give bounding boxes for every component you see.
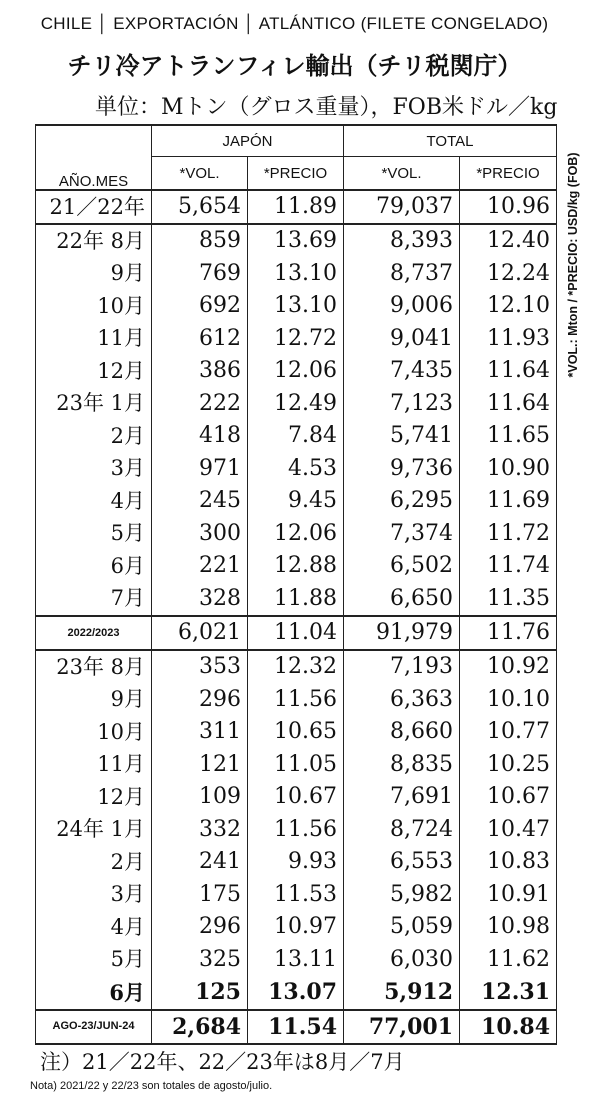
- tot-precio-cell: 11.74: [460, 550, 557, 583]
- row-label: 22年 8月: [36, 224, 152, 258]
- jp-vol-cell: 386: [152, 355, 248, 388]
- table-row: [36, 846, 557, 879]
- export-table: [35, 124, 557, 1045]
- table-row: [36, 944, 557, 977]
- jp-vol-cell: 332: [152, 814, 248, 847]
- table-row: [36, 388, 557, 421]
- title-spanish: CHILE │ EXPORTACIÓN │ ATLÁNTICO (FILETE CONGELADO): [40, 14, 549, 33]
- tot-precio-cell: 10.47: [460, 814, 557, 847]
- jp-precio-cell: 10.65: [248, 716, 344, 749]
- jp-precio-cell: 13.69: [248, 224, 344, 258]
- note-spanish: Nota) 2021/22 y 22/23 son totales de agosto/julio.: [30, 1080, 273, 1092]
- table-row: [36, 684, 557, 717]
- jp-vol-cell: 245: [152, 485, 248, 518]
- row-label: 2月: [36, 846, 152, 879]
- row-label: AGO-23/JUN-24: [36, 1010, 152, 1044]
- table-row: [36, 911, 557, 944]
- tot-vol-cell: 6,363: [344, 684, 460, 717]
- table-row: [36, 976, 557, 1010]
- row-label: 21／22年: [36, 190, 152, 224]
- row-label: 3月: [36, 879, 152, 912]
- unit-label: 単位：Mトン（グロス重量），FOB米ドル／kg: [95, 95, 558, 120]
- row-label: 10月: [36, 290, 152, 323]
- jp-vol-cell: 971: [152, 453, 248, 486]
- jp-vol-cell: 859: [152, 224, 248, 258]
- jp-precio-cell: 13.10: [248, 290, 344, 323]
- jp-precio-cell: 4.53: [248, 453, 344, 486]
- tot-vol-cell: 6,502: [344, 550, 460, 583]
- tot-precio-cell: 10.84: [460, 1010, 557, 1044]
- jp-precio-cell: 12.32: [248, 650, 344, 684]
- row-label: 23年 8月: [36, 650, 152, 684]
- table-row: [36, 749, 557, 782]
- row-label: 5月: [36, 944, 152, 977]
- jp-vol-cell: 311: [152, 716, 248, 749]
- jp-precio-cell: 11.04: [248, 616, 344, 650]
- jp-vol-cell: 296: [152, 911, 248, 944]
- tot-precio-cell: 11.64: [460, 355, 557, 388]
- jp-vol-cell: 353: [152, 650, 248, 684]
- tot-precio-cell: 11.62: [460, 944, 557, 977]
- col-group-japon: JAPÓN: [152, 125, 344, 157]
- jp-vol-cell: 125: [152, 976, 248, 1010]
- jp-precio-cell: 10.67: [248, 781, 344, 814]
- jp-vol-cell: 6,021: [152, 616, 248, 650]
- table-row: [36, 453, 557, 486]
- table-row: [36, 224, 557, 258]
- side-note-text: *VOL.: Mton / *PRECIO: USD/kg (FOB): [566, 152, 580, 378]
- tot-precio-cell: 10.25: [460, 749, 557, 782]
- tot-precio-cell: 12.10: [460, 290, 557, 323]
- tot-vol-cell: 8,835: [344, 749, 460, 782]
- table-row: [36, 879, 557, 912]
- tot-precio-cell: 10.90: [460, 453, 557, 486]
- tot-vol-cell: 91,979: [344, 616, 460, 650]
- table-row: [36, 583, 557, 617]
- table-row: [36, 781, 557, 814]
- table-row: [36, 550, 557, 583]
- jp-vol-cell: 418: [152, 420, 248, 453]
- jp-vol-cell: 109: [152, 781, 248, 814]
- table-row: [36, 323, 557, 356]
- row-label: 9月: [36, 684, 152, 717]
- jp-precio-cell: 12.49: [248, 388, 344, 421]
- col-group-total: TOTAL: [344, 125, 557, 157]
- row-label: 9月: [36, 258, 152, 291]
- table-row: [36, 420, 557, 453]
- tot-precio-cell: 11.76: [460, 616, 557, 650]
- summary-row-2223: [36, 616, 557, 650]
- title-japanese: チリ冷アトランフィレ輸出（チリ税関庁）: [67, 52, 522, 80]
- row-label: 7月: [36, 583, 152, 617]
- jp-precio-cell: 10.97: [248, 911, 344, 944]
- jp-vol-cell: 121: [152, 749, 248, 782]
- row-label: 12月: [36, 781, 152, 814]
- tot-precio-cell: 11.72: [460, 518, 557, 551]
- jp-vol-cell: 175: [152, 879, 248, 912]
- row-label: 3月: [36, 453, 152, 486]
- tot-vol-cell: 7,435: [344, 355, 460, 388]
- jp-precio-cell: 11.56: [248, 814, 344, 847]
- summary-row-2122: [36, 190, 557, 224]
- row-label: 24年 1月: [36, 814, 152, 847]
- jp-precio-cell: 11.89: [248, 190, 344, 224]
- block-2022-2023: [36, 224, 557, 616]
- tot-precio-cell: 11.35: [460, 583, 557, 617]
- tot-precio-cell: 12.24: [460, 258, 557, 291]
- tot-vol-cell: 5,912: [344, 976, 460, 1010]
- tot-precio-cell: 10.83: [460, 846, 557, 879]
- col-ano-mes: AÑO.MES: [36, 125, 152, 190]
- jp-vol-cell: 221: [152, 550, 248, 583]
- tot-vol-cell: 7,374: [344, 518, 460, 551]
- jp-vol-cell: 612: [152, 323, 248, 356]
- tot-vol-cell: 6,553: [344, 846, 460, 879]
- row-label: 2月: [36, 420, 152, 453]
- row-label: 4月: [36, 911, 152, 944]
- table-row: [36, 355, 557, 388]
- jp-precio-cell: 11.88: [248, 583, 344, 617]
- tot-vol-cell: 7,193: [344, 650, 460, 684]
- header-row-groups: [36, 125, 557, 157]
- tot-precio-cell: 11.93: [460, 323, 557, 356]
- jp-precio-cell: 9.93: [248, 846, 344, 879]
- tot-vol-cell: 6,295: [344, 485, 460, 518]
- row-label: 6月: [36, 550, 152, 583]
- jp-vol-cell: 328: [152, 583, 248, 617]
- jp-precio-cell: 12.06: [248, 355, 344, 388]
- tot-vol-cell: 9,041: [344, 323, 460, 356]
- tot-vol-cell: 9,736: [344, 453, 460, 486]
- table-row: [36, 814, 557, 847]
- table-row: [36, 518, 557, 551]
- tot-precio-cell: 10.10: [460, 684, 557, 717]
- row-label: 10月: [36, 716, 152, 749]
- jp-precio-cell: 11.56: [248, 684, 344, 717]
- jp-precio-cell: 11.05: [248, 749, 344, 782]
- jp-vol-cell: 325: [152, 944, 248, 977]
- row-label: 5月: [36, 518, 152, 551]
- tot-vol-cell: 7,691: [344, 781, 460, 814]
- tot-precio-cell: 12.40: [460, 224, 557, 258]
- tot-vol-cell: 5,741: [344, 420, 460, 453]
- side-note: [557, 120, 589, 410]
- row-label: 11月: [36, 323, 152, 356]
- tot-precio-cell: 10.77: [460, 716, 557, 749]
- tot-vol-cell: 8,393: [344, 224, 460, 258]
- row-label: 4月: [36, 485, 152, 518]
- tot-vol-cell: 5,059: [344, 911, 460, 944]
- tot-precio-cell: 10.98: [460, 911, 557, 944]
- col-tot-vol: *VOL.: [344, 157, 460, 191]
- jp-vol-cell: 300: [152, 518, 248, 551]
- tot-vol-cell: 5,982: [344, 879, 460, 912]
- tot-precio-cell: 11.65: [460, 420, 557, 453]
- jp-vol-cell: 5,654: [152, 190, 248, 224]
- tot-vol-cell: 8,737: [344, 258, 460, 291]
- tot-vol-cell: 77,001: [344, 1010, 460, 1044]
- jp-precio-cell: 12.06: [248, 518, 344, 551]
- jp-precio-cell: 9.45: [248, 485, 344, 518]
- table-row: [36, 485, 557, 518]
- table-row: [36, 716, 557, 749]
- tot-vol-cell: 79,037: [344, 190, 460, 224]
- tot-precio-cell: 10.91: [460, 879, 557, 912]
- jp-vol-cell: 769: [152, 258, 248, 291]
- tot-vol-cell: 6,030: [344, 944, 460, 977]
- summary-row-current: [36, 1010, 557, 1044]
- jp-precio-cell: 11.53: [248, 879, 344, 912]
- jp-vol-cell: 241: [152, 846, 248, 879]
- tot-vol-cell: 9,006: [344, 290, 460, 323]
- col-jp-vol: *VOL.: [152, 157, 248, 191]
- table-row: [36, 258, 557, 291]
- row-label: 11月: [36, 749, 152, 782]
- tot-precio-cell: 10.96: [460, 190, 557, 224]
- jp-precio-cell: 11.54: [248, 1010, 344, 1044]
- tot-precio-cell: 11.69: [460, 485, 557, 518]
- tot-vol-cell: 6,650: [344, 583, 460, 617]
- tot-precio-cell: 12.31: [460, 976, 557, 1010]
- jp-precio-cell: 12.72: [248, 323, 344, 356]
- row-label: 2022/2023: [36, 616, 152, 650]
- jp-vol-cell: 692: [152, 290, 248, 323]
- jp-vol-cell: 2,684: [152, 1010, 248, 1044]
- jp-vol-cell: 222: [152, 388, 248, 421]
- tot-precio-cell: 11.64: [460, 388, 557, 421]
- tot-vol-cell: 7,123: [344, 388, 460, 421]
- jp-precio-cell: 13.11: [248, 944, 344, 977]
- row-label: 6月: [36, 976, 152, 1010]
- col-tot-precio: *PRECIO: [460, 157, 557, 191]
- note-japanese: 注）21／22年、22／23年は8月／7月: [40, 1050, 405, 1074]
- tot-precio-cell: 10.67: [460, 781, 557, 814]
- jp-precio-cell: 12.88: [248, 550, 344, 583]
- row-label: 12月: [36, 355, 152, 388]
- jp-precio-cell: 7.84: [248, 420, 344, 453]
- col-jp-precio: *PRECIO: [248, 157, 344, 191]
- row-label: 23年 1月: [36, 388, 152, 421]
- table-row: [36, 650, 557, 684]
- table-row: [36, 290, 557, 323]
- jp-precio-cell: 13.07: [248, 976, 344, 1010]
- tot-vol-cell: 8,724: [344, 814, 460, 847]
- jp-precio-cell: 13.10: [248, 258, 344, 291]
- tot-precio-cell: 10.92: [460, 650, 557, 684]
- tot-vol-cell: 8,660: [344, 716, 460, 749]
- block-2023-2024: [36, 650, 557, 1010]
- jp-vol-cell: 296: [152, 684, 248, 717]
